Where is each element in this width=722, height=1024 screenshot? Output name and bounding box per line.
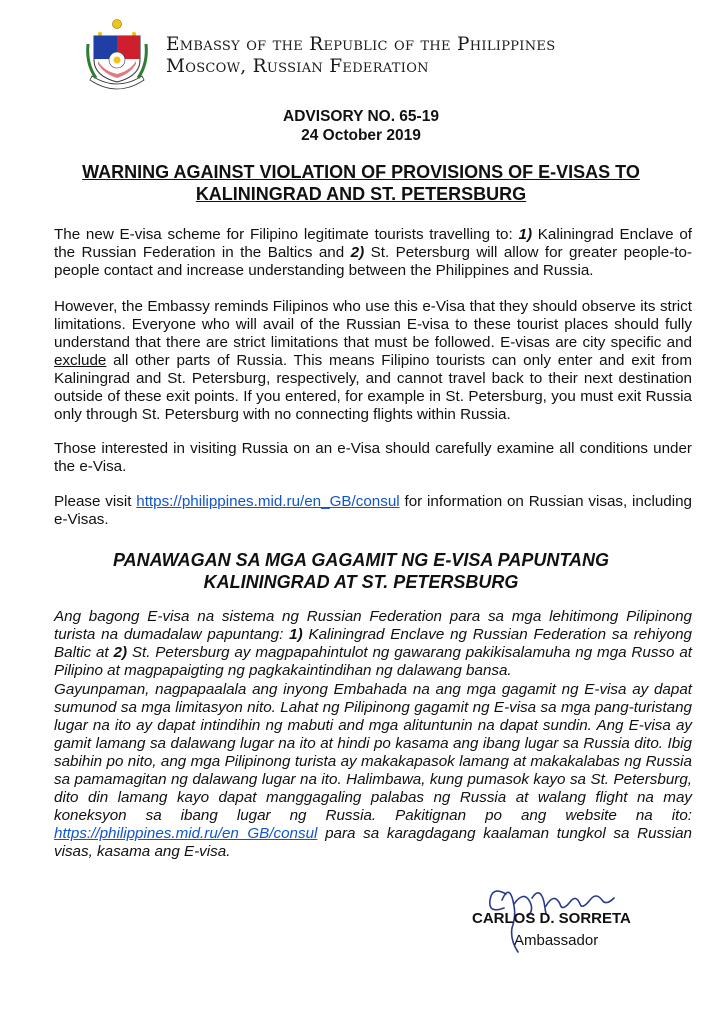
text-segment: Kaliningrad Enclave ng Russian Federation sa rehiyong Baltic at: [54, 626, 692, 661]
embassy-name: Embassy of the Republic of the Philippines: [166, 34, 556, 55]
english-paragraph-4: [54, 493, 692, 529]
signatory-name: CARLOS D. SORRETA: [472, 910, 631, 927]
letterhead: [84, 14, 644, 94]
list-number: 1): [289, 626, 303, 643]
letterhead-text: [166, 34, 555, 78]
english-paragraph-1: [54, 226, 692, 280]
text-segment: St. Petersburg will allow for greater people-to-people contact and increase understanding between the Philippines and Russia.: [54, 244, 692, 279]
text-segment: Ang bagong E-visa na sistema ng Russian Federation para sa mga lehitimong Pilipinong turista na dumadalaw papuntang:: [54, 608, 692, 643]
philippine-seal-logo: [84, 14, 150, 94]
text-segment: all other parts of Russia. This means Filipino tourists can only enter and exit from Kaliningrad and St. Petersburg, respectively, and cannot travel back to their next destination outside of these exit points. If you entered, for example in St. Petersburg, you must exit Russia only through St. Petersburg with no connecting flights within Russia.: [54, 352, 692, 423]
text-segment: Gayunpaman, nagpapaalala ang inyong Embahada na ang mga gagamit ng E-visa ay dapat sumunod sa mga limitasyon nito. Lahat ng Pilipinong gagamit ng E-visa sa mga pang-turistang lugar na ito ay dapat intindihin ng mabuti and mga alituntunin na dapat sundin. Ang E-visa ay gamit lamang sa dalawang lugar na ito at hindi po kasama ang ibang lugar sa Russia dito. Ibig sabihin po nito, ang mga Pilipinong turista ay makakapasok lamang at makakalabas ng Russia sa pamamagitan ng dalawang lugar na ito. Halimbawa, kung pumasok kayo sa St. Petersburg, dito din lamang kayo dapat manggagaling palabas ng Russia at walang flight na may koneksyon sa ibang lugar ng Russia. Pakitignan po ang website na ito:: [54, 681, 692, 824]
english-title-line1: WARNING AGAINST VIOLATION OF PROVISIONS OF E-VISAS TO: [82, 162, 640, 182]
text-segment: para sa karagdagang kaalaman tungkol sa Russian visas, kasama ang E-visa.: [54, 825, 692, 860]
advisory-number: ADVISORY NO. 65-19: [283, 108, 439, 125]
text-segment: Please visit: [54, 493, 137, 510]
consul-link[interactable]: https://philippines.mid.ru/en_GB/consul: [136, 493, 400, 510]
filipino-title: [40, 549, 682, 593]
text-segment: However, the Embassy reminds Filipinos who use this e-Visa that they should observe its strict limitations. Everyone who will avail of the Russian E-visa to these tourist places should fully understand that there are strict limitations that must be followed. E-visas are city specific and: [54, 298, 692, 351]
list-number: 1): [518, 226, 533, 243]
list-number: 2): [113, 644, 128, 661]
advisory-date: 24 October 2019: [301, 127, 421, 144]
text-segment: The new E-visa scheme for Filipino legitimate tourists travelling to:: [54, 226, 519, 243]
text-segment: Kaliningrad Enclave of the Russian Federation in the Baltics and: [54, 226, 692, 261]
consul-link[interactable]: https://philippines.mid.ru/en_GB/consul: [54, 825, 318, 842]
text-segment: St. Petersburg ay magpapahintulot ng gawarang pakikisalamuha ng mga Russo at Pilipino at magpapaigting ng pagkakaintindihan ng dalawang bansa.: [54, 644, 692, 679]
underlined-word: exclude: [54, 352, 107, 369]
advisory-header: [0, 107, 722, 145]
filipino-paragraph-1: [54, 608, 692, 680]
english-title: [40, 161, 682, 205]
text-segment: Those interested in visiting Russia on an e-Visa should carefully examine all conditions under the e-Visa.: [54, 440, 692, 475]
signatory-title: Ambassador: [514, 932, 599, 949]
text-segment: for information on Russian visas, including e-Visas.: [54, 493, 692, 528]
filipino-title-line2: KALININGRAD AT ST. PETERSBURG: [203, 572, 519, 592]
list-number: 2): [350, 244, 365, 261]
filipino-paragraph-2: [54, 681, 692, 861]
english-paragraph-2: [54, 298, 692, 424]
english-title-line2: KALININGRAD AND ST. PETERSBURG: [195, 184, 527, 204]
filipino-title-line1: PANAWAGAN SA MGA GAGAMIT NG E-VISA PAPUNTANG: [112, 550, 609, 570]
english-paragraph-3: [54, 440, 692, 476]
embassy-location: Moscow, Russian Federation: [166, 56, 429, 77]
